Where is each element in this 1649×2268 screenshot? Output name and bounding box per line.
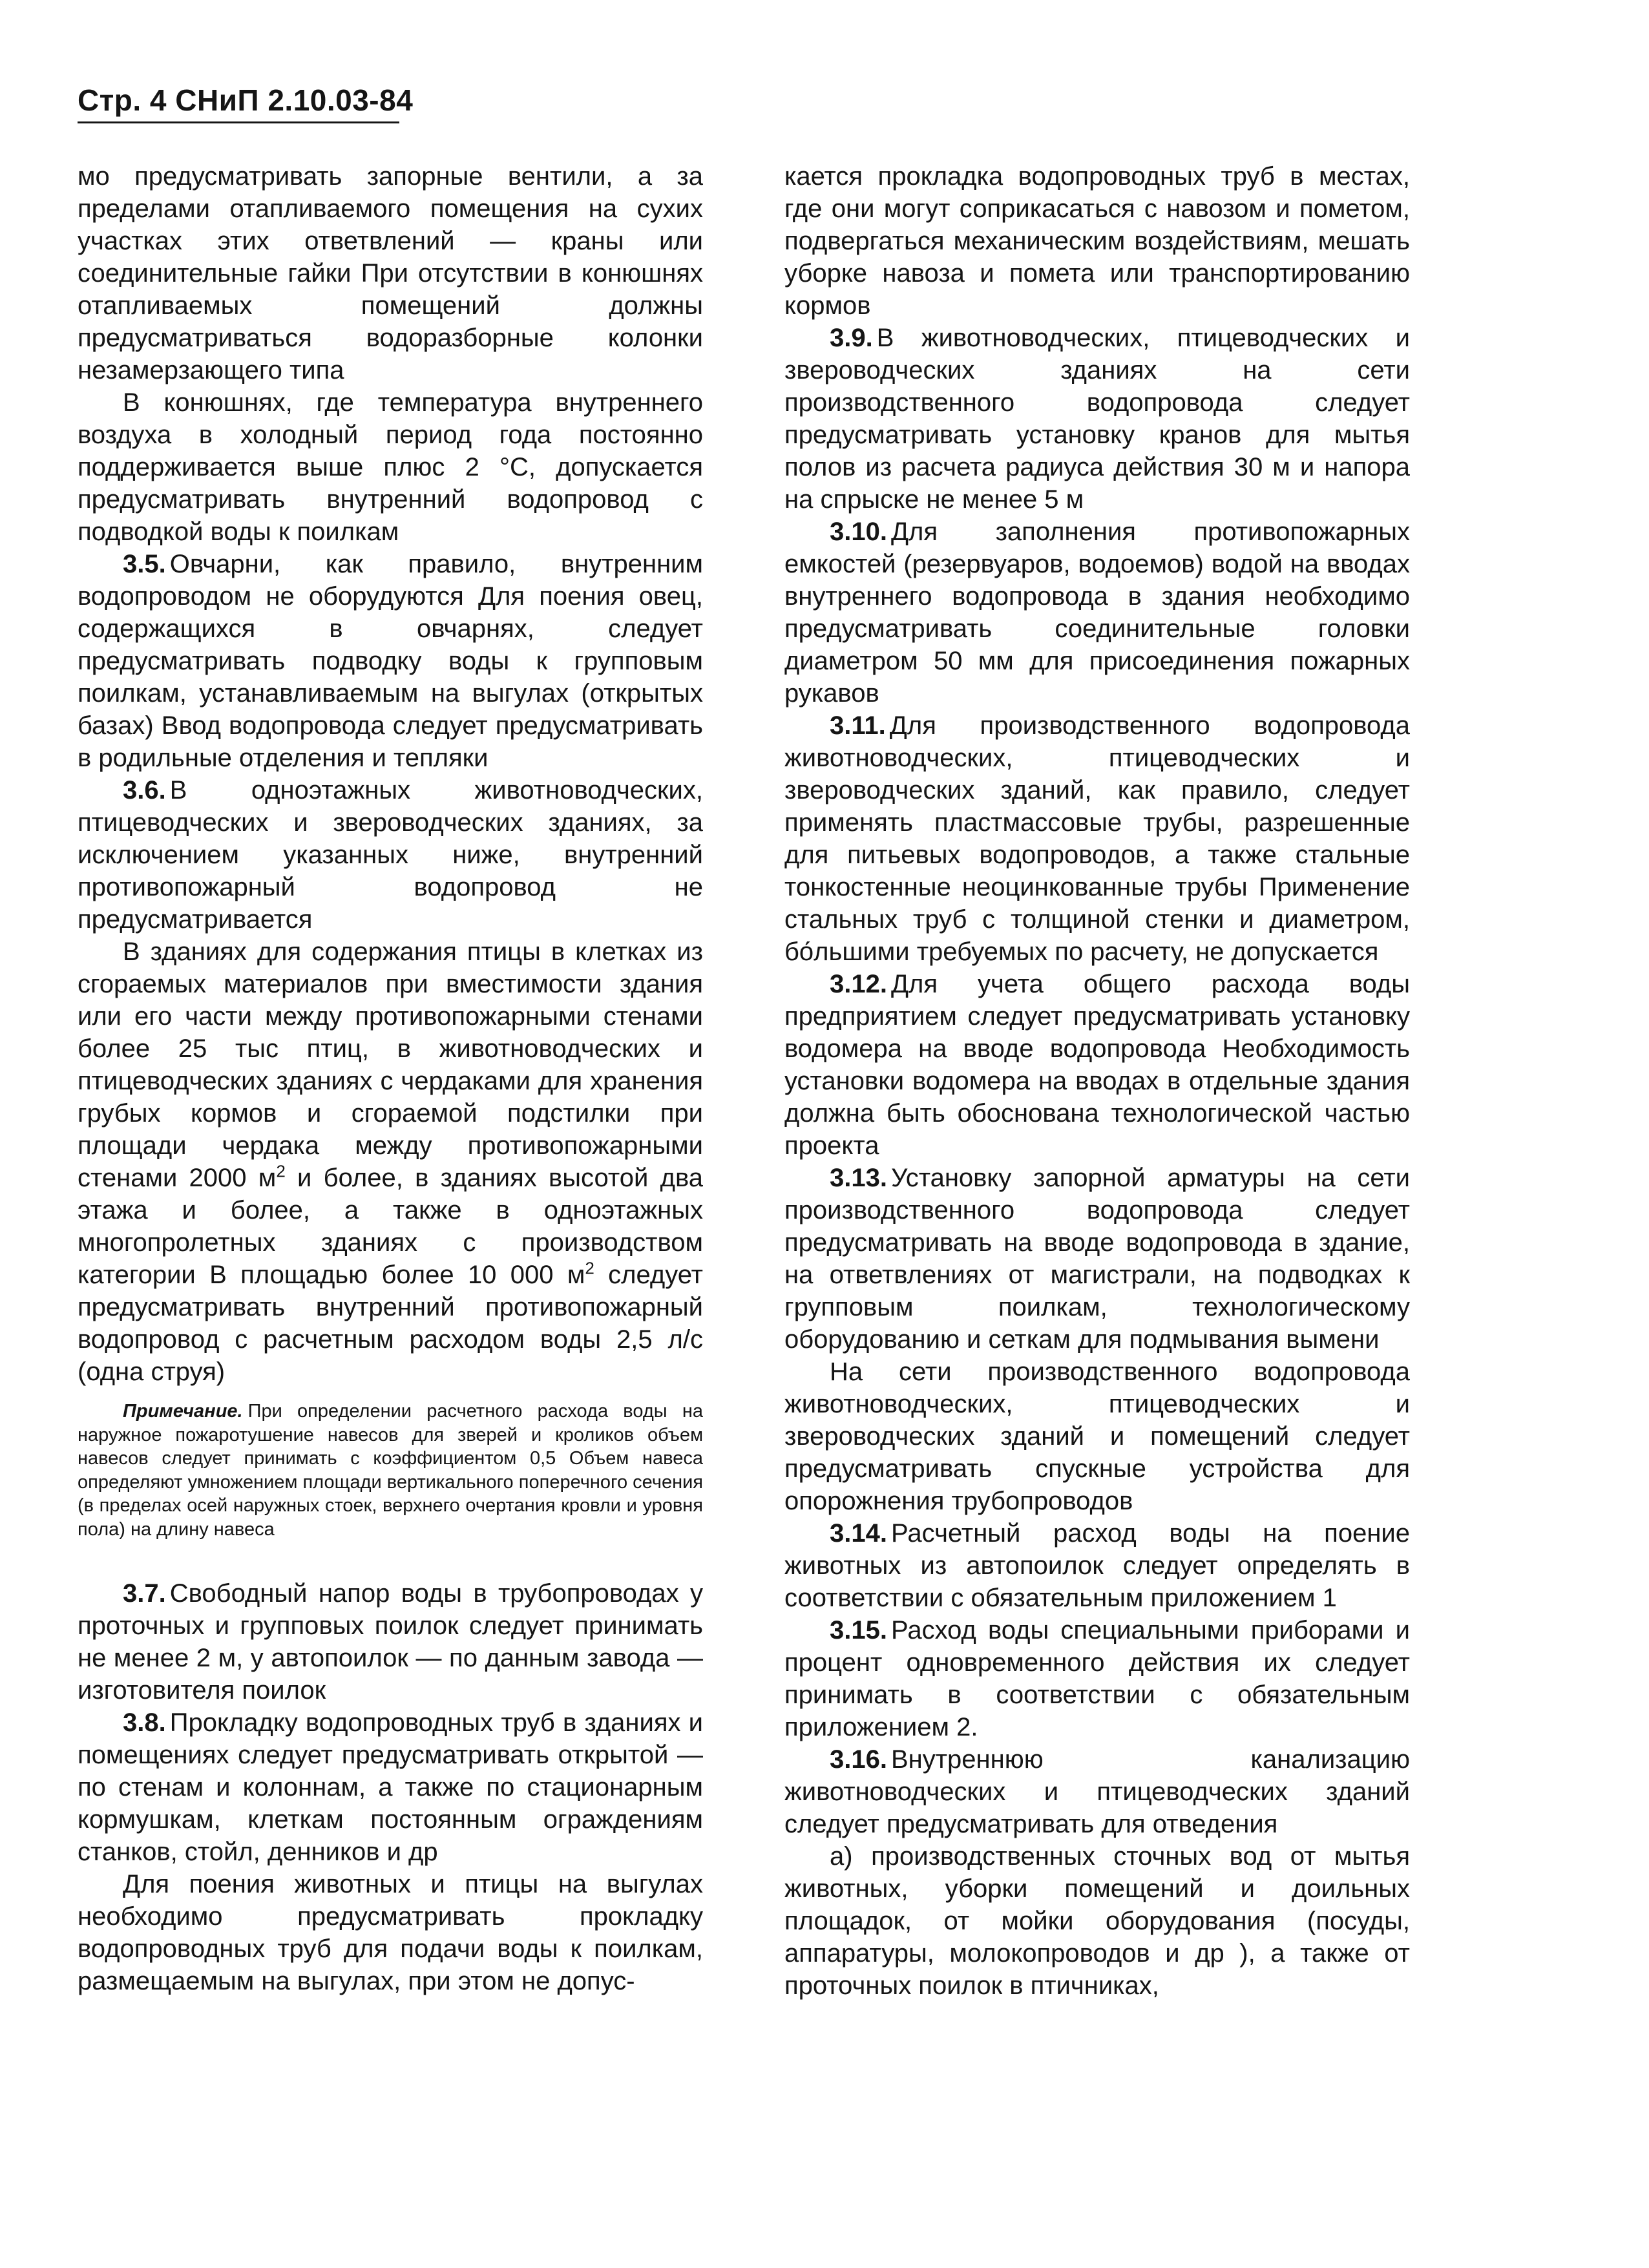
- section-number: 3.7.: [123, 1579, 166, 1608]
- section-number: 3.6.: [123, 776, 166, 804]
- section-3-5: [78, 548, 703, 774]
- section-number: 3.14.: [830, 1519, 887, 1548]
- paragraph-continuation: кается прокладка водопроводных труб в местах, где они могут соприкасаться с навозом и пометом, подвергаться механическим воздействиям, мешать уборке навоза и помета или транспортированию кормов: [784, 162, 1410, 320]
- section-3-14: [784, 1517, 1410, 1614]
- section-3-8: [78, 1706, 703, 1868]
- section-text: Свободный напор воды в трубопроводах у проточных и групповых поилок следует принимать не менее 2 м, у автопоилок — по данным завода — изготовителя поилок: [78, 1579, 703, 1705]
- section-number: 3.8.: [123, 1708, 166, 1737]
- section-3-16: [784, 1743, 1410, 1840]
- note: [78, 1400, 703, 1541]
- section-3-6: [78, 774, 703, 936]
- list-item-a: а) производственных сточных вод от мытья животных, уборки помещений и доильных площадок, от мойки оборудования (посуды, аппаратуры, молокопроводов и др ), а также от проточных поилок в птичниках,: [784, 1842, 1410, 2000]
- section-number: 3.11.: [830, 711, 886, 740]
- section-text: Установку запорной арматуры на сети производственного водопровода следует предусматривать на вводе водопровода в здание, на ответвлениях от магистрали, на подводках к групповым поилкам, технологическому оборудованию и сеткам для подмывания вымени: [784, 1164, 1410, 1354]
- section-number: 3.9.: [830, 324, 873, 352]
- section-number: 3.12.: [830, 970, 887, 998]
- paragraph-poultry-fire: [78, 936, 703, 1388]
- right-column: [784, 160, 1410, 2002]
- note-text: При определении расчетного расхода воды на наружное пожаротушение навесов для зверей и кроликов объем навесов следует принимать с коэффициентом 0,5 Объем навеса определяют умножением площади вертикального поперечного сечения (в пределах осей наружных стоек, верхнего очертания кровли и уровня пола) на длину навеса: [78, 1401, 703, 1540]
- section-text: В одноэтажных животноводческих, птицеводческих и звероводческих зданиях, за исключением указанных ниже, внутренний противопожарный водопровод не предусматривается: [78, 776, 703, 934]
- note-label: Примечание.: [123, 1401, 243, 1422]
- header-underline: [78, 121, 399, 123]
- section-text: Для производственного водопровода животноводческих, птицеводческих и звероводческих зданий, как правило, следует применять пластмассовые трубы, разрешенные для питьевых водопроводов, а также стальные тонкостенные неоцинкованные трубы Применение стальных труб с толщиной стенки и диаметром, бо́льшими требуемых по расчету, не допускается: [784, 711, 1410, 966]
- paragraph-outdoor-watering: Для поения животных и птицы на выгулах необходимо предусматривать прокладку водопроводных труб для подачи воды к поилкам, размещаемым на выгулах, при этом не допус-: [78, 1870, 703, 1995]
- left-column: [78, 160, 703, 1997]
- section-3-9: [784, 322, 1410, 516]
- section-text: Для учета общего расхода воды предприятием следует предусматривать установку водомера на вводе водопровода Необходимость установки водомера на вводах в отдельные здания должна быть обоснована технологической частью проекта: [784, 970, 1410, 1160]
- section-3-12: [784, 968, 1410, 1162]
- section-3-7: [78, 1577, 703, 1706]
- section-text: Овчарни, как правило, внутренним водопроводом не оборудуются Для поения овец, содержащихся в овчарнях, следует предусматривать подводку воды к групповым поилкам, устанавливаемым на выгулах (открытых базах) Ввод водопровода следует предусматривать в родильные отделения и тепляки: [78, 550, 703, 772]
- section-text: Для заполнения противопожарных емкостей (резервуаров, водоемов) водой на вводах внутреннего водопровода в здания необходимо предусматривать соединительные головки диаметром 50 мм для присоединения пожарных рукавов: [784, 518, 1410, 708]
- superscript: 2: [585, 1258, 594, 1278]
- section-number: 3.5.: [123, 550, 166, 578]
- section-number: 3.16.: [830, 1745, 887, 1774]
- section-3-11: [784, 709, 1410, 968]
- section-number: 3.10.: [830, 518, 887, 546]
- paragraph-drain-devices: На сети производственного водопровода животноводческих, птицеводческих и звероводческих зданий и помещений следует предусматривать спускные устройства для опорожнения трубопроводов: [784, 1358, 1410, 1515]
- section-text: В животноводческих, птицеводческих и звероводческих зданиях на сети производственного водопровода следует предусматривать установку кранов для мытья полов из расчета радиуса действия 30 м и напора на спрыске не менее 5 м: [784, 324, 1410, 514]
- section-3-15: [784, 1614, 1410, 1743]
- section-3-13: [784, 1162, 1410, 1356]
- section-3-10: [784, 516, 1410, 709]
- section-number: 3.13.: [830, 1164, 887, 1192]
- paragraph-text: В зданиях для содержания птицы в клетках из сгораемых материалов при вместимости здания или его части между противопожарными стенами более 25 тыс птиц, в животноводческих и птицеводческих зданиях с чердаками для хранения грубых кормов и сгораемой подстилки при площади чердака между противопожарными стенами 2000 м: [78, 938, 703, 1192]
- section-text: Прокладку водопроводных труб в зданиях и помещениях следует предусматривать открытой — по стенам и колоннам, а также по стационарным кормушкам, клеткам постоянным ограждениям станков, стойл, денников и др: [78, 1708, 703, 1866]
- page-header: Стр. 4 СНиП 2.10.03-84: [78, 83, 414, 117]
- paragraph-text: следует предусматривать внутренний противопожарный водопровод с расчетным расходом воды 2,5 л/с (одна струя): [78, 1261, 704, 1386]
- superscript: 2: [276, 1161, 286, 1181]
- section-number: 3.15.: [830, 1616, 887, 1644]
- paragraph-continuation: мо предусматривать запорные вентили, а за пределами отапливаемого помещения на сухих участках этих ответвлений — краны или соединительные гайки При отсутствии в конюшнях отапливаемых помещений должны предусматриваться водоразборные колонки незамерзающего типа: [78, 162, 703, 384]
- section-text: Расчетный расход воды на поение животных из автопоилок следует определять в соответствии с обязательным приложением 1: [784, 1519, 1410, 1612]
- paragraph-stables: В конюшнях, где температура внутреннего воздуха в холодный период года постоянно поддерживается выше плюс 2 °С, допускается предусматривать внутренний водопровод с подводкой воды к поилкам: [78, 388, 703, 546]
- section-text: Расход воды специальными приборами и процент одновременного действия их следует принимать в соответствии с обязательным приложением 2.: [784, 1616, 1410, 1741]
- paragraph-text: и более, в зданиях высотой два этажа и более, а также в одноэтажных многопролетных зданиях с производством категории В площадью более 10 000 м: [78, 1164, 703, 1289]
- section-text: Внутреннюю канализацию животноводческих и птицеводческих зданий следует предусматривать для отведения: [784, 1745, 1410, 1838]
